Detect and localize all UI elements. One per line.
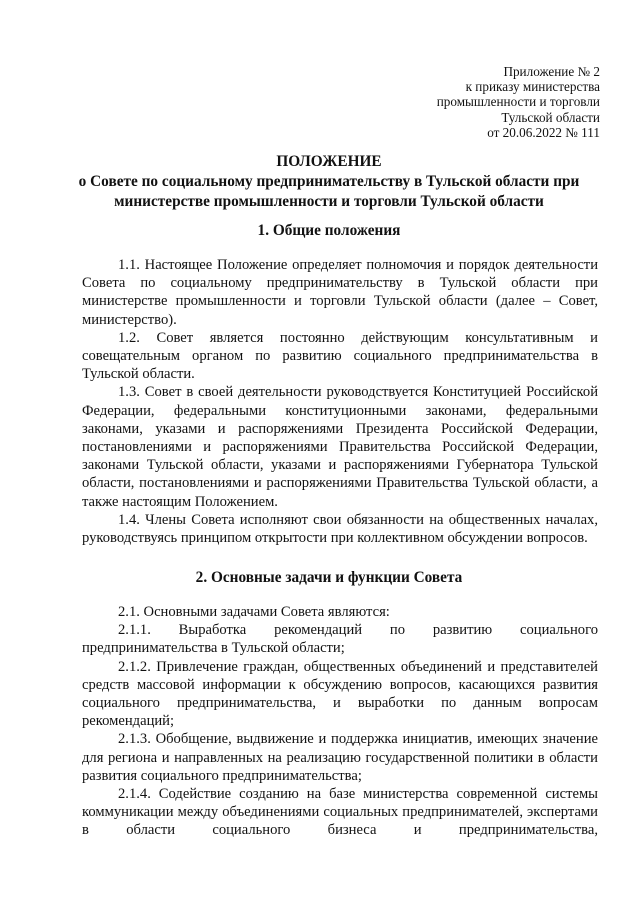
section-heading-2: 2. Основные задачи и функции Совета <box>195 569 463 586</box>
appendix-line: Приложение № 2 <box>503 64 600 79</box>
section-heading-1: 1. Общие положения <box>257 222 401 239</box>
appendix-line: от 20.06.2022 № 111 <box>487 124 600 140</box>
paragraph: 1.4. Члены Совета исполняют свои обязанности на общественных началах, руководствуясь принципом открытости при коллективном обсуждении вопросов. <box>82 511 598 547</box>
appendix-line: Тульской области <box>501 109 600 125</box>
paragraph: 2.1.4. Содействие созданию на базе министерства современной системы коммуникации между объединениями социальных предпринимателей, экспертами в области социального бизнеса и предпринимательства, <box>82 786 598 839</box>
section-2-body <box>82 603 598 840</box>
paragraph: 2.1. Основными задачами Совета являются: <box>118 604 390 620</box>
title-line: ПОЛОЖЕНИЕ <box>276 153 382 170</box>
paragraph: 1.3. Совет в своей деятельности руководствуется Конституцией Российской Федерации, федеральными конституционными законами, федеральными законами, указами и распоряжениями Президента Российской Федерации, постановлениями и распоряжениями Правительства Российской Федерации, законами Тульской области, указами и распоряжениями Губернатора Тульской области, постановлениями и распоряжениями Правительства Тульской области, а также настоящим Положением. <box>82 384 598 510</box>
document-title <box>60 152 598 212</box>
appendix-block <box>437 64 600 140</box>
paragraph: 2.1.3. Обобщение, выдвижение и поддержка инициатив, имеющих значение для региона и направленных на реализацию государственной политики в области развития социального предпринимательства; <box>82 731 598 784</box>
appendix-line: промышленности и торговли <box>436 94 600 110</box>
paragraph: 2.1.1. Выработка рекомендаций по развитию социального предпринимательства в Тульской области; <box>82 622 598 657</box>
paragraph: 1.2. Совет является постоянно действующим консультативным и совещательным органом по развитию социального предпринимательства в Тульской области. <box>82 329 598 383</box>
section-1-body <box>82 256 598 547</box>
title-line: о Совете по социальному предпринимательству в Тульской области при <box>78 173 580 190</box>
appendix-line: к приказу министерства <box>465 79 600 95</box>
paragraph: 1.1. Настоящее Положение определяет полномочия и порядок деятельности Совета по социальному предпринимательству в Тульской области при министерстве промышленности и торговли Тульской области (далее – Совет, министерство). <box>82 257 598 328</box>
paragraph: 2.1.2. Привлечение граждан, общественных объединений и представителей средств массовой информации к обсуждению вопросов, касающихся развития социального предпринимательства, и выработки по данным вопросам рекомендаций; <box>82 658 598 730</box>
title-line: министерстве промышленности и торговли Тульской области <box>114 193 544 210</box>
